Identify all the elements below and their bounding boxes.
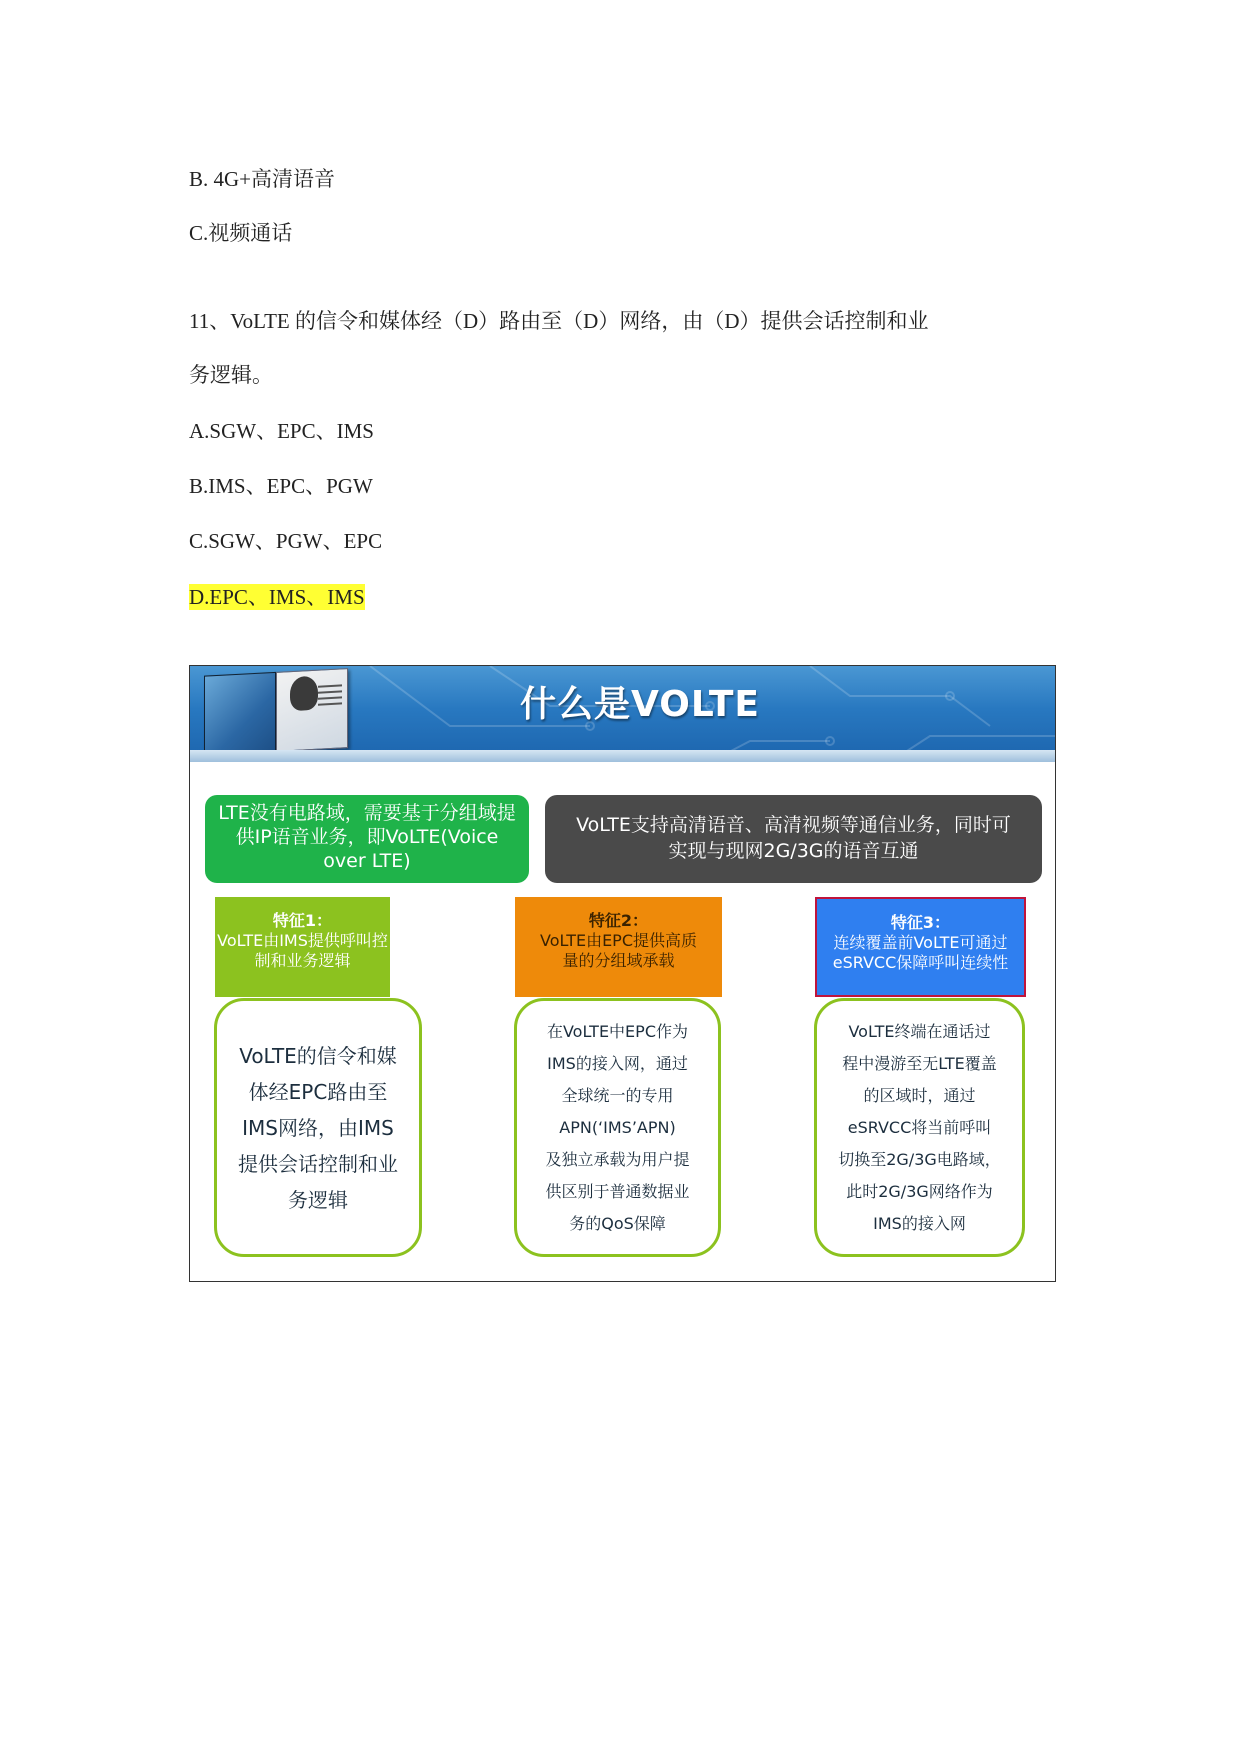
option-b-line: B. 4G+高清语音: [189, 167, 336, 191]
book-text-lines: [318, 684, 342, 709]
book-cover-blue: [204, 672, 276, 756]
summary-right-line2: 实现与现网2G/3G的语音互通: [668, 840, 919, 862]
feature-3-detail-card: [814, 998, 1025, 1257]
feature-3-detail-text: VoLTE终端在通话过 程中漫游至无LTE覆盖 的区域时，通过 eSRVCC将当前呼叫 切换至2G/3G电路域， 此时2G/3G网络作为 IMS的接入网: [838, 1021, 1001, 1233]
feature-3-title: 特征3：: [890, 913, 951, 932]
answer-d-line: [189, 583, 365, 611]
feature-3-header: [815, 897, 1026, 997]
feature-1-detail-card: [214, 998, 422, 1257]
question-11-line: 11、VoLTE 的信令和媒体经（D）路由至（D）网络，由（D）提供会话控制和业: [189, 309, 929, 333]
feature-1-desc-line1: VoLTE由IMS提供呼叫控: [217, 931, 388, 950]
feature-2-detail-card: [514, 998, 721, 1257]
feature-1-header: [215, 897, 390, 997]
answer-c-line: C.SGW、PGW、EPC: [189, 529, 383, 553]
feature-1-desc-line2: 制和业务逻辑: [254, 951, 351, 970]
answer-d-highlight: D.EPC、IMS、IMS: [189, 585, 365, 609]
option-c-line: C.视频通话: [189, 221, 293, 245]
slide-title: 什么是VOLTE: [520, 684, 760, 725]
summary-right: [545, 795, 1042, 883]
feature-1-detail-text: VoLTE的信令和媒 体经EPC路由至 IMS网络，由IMS 提供会话控制和业 务逻辑: [238, 1043, 398, 1212]
feature-2-desc-line1: VoLTE由EPC提供高质: [539, 931, 698, 950]
feature-1-title: 特征1：: [272, 911, 333, 930]
feature-3-desc-line1: 连续覆盖前VoLTE可通过: [833, 933, 1008, 952]
summary-right-line1: VoLTE支持高清语音、高清视频等通信业务，同时可: [576, 814, 1011, 836]
feature-2-header: [515, 897, 722, 997]
question-11-continuation: 务逻辑。: [189, 363, 273, 387]
book-image: [194, 666, 354, 760]
volte-slide: [189, 665, 1056, 1282]
feature-2-detail-text: 在VoLTE中EPC作为 IMS的接入网，通过 全球统一的专用 APN(‘IMS’APN) 及独立承载为用户提 供区别于普通数据业 务的QoS保障: [545, 1021, 690, 1233]
author-photo-icon: [290, 676, 318, 711]
feature-3-desc-line2: eSRVCC保障呼叫连续性: [832, 953, 1009, 972]
answer-a-line: A.SGW、EPC、IMS: [189, 419, 374, 443]
answer-b-line: B.IMS、EPC、PGW: [189, 474, 373, 498]
feature-2-desc-line2: 量的分组域承载: [562, 951, 675, 970]
header-strip: [190, 750, 1055, 762]
summary-left: LTE没有电路域，需要基于分组域提供IP语音业务，即VoLTE(Voice over LTE): [205, 795, 529, 883]
feature-2-title: 特征2：: [588, 911, 649, 930]
slide-header: [190, 666, 1055, 762]
